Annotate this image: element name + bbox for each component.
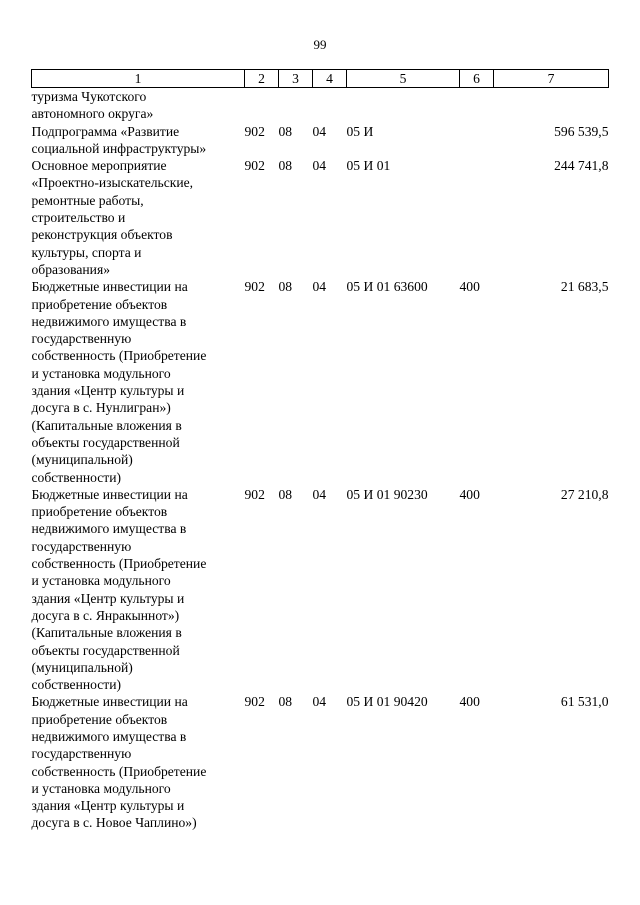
row-name (32, 486, 245, 694)
subsection-code: 04 (312, 694, 327, 710)
amount: 21 683,5 (560, 279, 609, 295)
row-name-line: досуга в с. Нунлигран») (31, 400, 171, 416)
expense-type-code (460, 157, 494, 278)
table-row (32, 693, 609, 831)
row-name-line: строительство и (31, 210, 126, 226)
row-name-line: приобретение объектов (31, 296, 168, 312)
column-header-4: 4 (313, 70, 347, 88)
subsection-code: 04 (312, 486, 327, 502)
section-code: 08 (278, 123, 293, 139)
table-row (32, 278, 609, 486)
row-name (32, 88, 245, 123)
row-name-line: приобретение объектов (31, 504, 168, 520)
page-number: 99 (313, 37, 327, 52)
row-name-line: собственность (Приобретение (31, 763, 207, 779)
row-name-line: образования» (31, 261, 111, 277)
ministry-code: 902 (244, 486, 265, 502)
amount: 27 210,8 (560, 486, 609, 502)
row-name-line: и установка модульного (31, 780, 171, 796)
column-header-7: 7 (494, 70, 609, 88)
column-header-2: 2 (245, 70, 279, 88)
ministry-code: 902 (244, 694, 265, 710)
row-name-line: собственность (Приобретение (31, 348, 207, 364)
subsection-code (313, 88, 347, 123)
row-name-line: Бюджетные инвестиции на (31, 694, 188, 710)
amount: 596 539,5 (554, 123, 609, 139)
row-name-line: собственности) (31, 677, 122, 693)
row-name-line: автономного округа» (31, 106, 154, 122)
expense-type-code (460, 123, 494, 158)
column-header-5: 5 (347, 70, 460, 88)
target-article-code: 05 И 01 90420 (346, 694, 428, 710)
row-name-line: собственность (Приобретение (31, 556, 207, 572)
row-name-line: (муниципальной) (31, 659, 133, 675)
row-name-line: государственную (31, 331, 132, 347)
row-name-line: культуры, спорта и (31, 244, 142, 260)
expense-type-code (460, 88, 494, 123)
expense-type-code: 400 (459, 694, 480, 710)
row-name-line: объекты государственной (31, 434, 180, 450)
target-article-code: 05 И 01 (346, 158, 391, 174)
row-name-line: социальной инфраструктуры» (31, 140, 207, 156)
target-article-code (347, 88, 460, 123)
table-row (32, 157, 609, 278)
table-body (32, 88, 609, 832)
ministry-code: 902 (244, 158, 265, 174)
column-header-3: 3 (279, 70, 313, 88)
table-row (32, 486, 609, 694)
section-code (279, 88, 313, 123)
ministry-code: 902 (244, 123, 265, 139)
row-name-line: (муниципальной) (31, 452, 133, 468)
row-name (32, 693, 245, 831)
row-name-line: недвижимого имущества в (31, 313, 187, 329)
amount: 61 531,0 (560, 694, 609, 710)
budget-table (31, 69, 609, 832)
section-code: 08 (278, 694, 293, 710)
row-name-line: собственности) (31, 469, 122, 485)
row-name-line: и установка модульного (31, 365, 171, 381)
column-header-1: 1 (32, 70, 245, 88)
row-name-line: досуга в с. Новое Чаплино») (31, 815, 197, 831)
table-row (32, 123, 609, 158)
row-name-line: Бюджетные инвестиции на (31, 486, 188, 502)
expense-type-code: 400 (459, 486, 480, 502)
row-name-line: (Капитальные вложения в (31, 625, 182, 641)
row-name-line: Бюджетные инвестиции на (31, 279, 188, 295)
row-name-line: государственную (31, 746, 132, 762)
row-name-line: недвижимого имущества в (31, 521, 187, 537)
row-name-line: туризма Чукотского (31, 89, 147, 104)
row-name-line: недвижимого имущества в (31, 728, 187, 744)
table-row (32, 88, 609, 123)
row-name-line: объекты государственной (31, 642, 180, 658)
subsection-code: 04 (312, 123, 327, 139)
ministry-code: 902 (244, 279, 265, 295)
row-name (32, 278, 245, 486)
row-name (32, 157, 245, 278)
subsection-code: 04 (312, 158, 327, 174)
header-row (32, 70, 609, 88)
row-name-line: государственную (31, 538, 132, 554)
row-name-line: (Капитальные вложения в (31, 417, 182, 433)
section-code: 08 (278, 158, 293, 174)
row-name-line: здания «Центр культуры и (31, 590, 185, 606)
amount (494, 88, 609, 123)
row-name-line: Основное мероприятие (31, 158, 167, 174)
row-name-line: реконструкция объектов (31, 227, 173, 243)
row-name-line: и установка модульного (31, 573, 171, 589)
row-name-line: здания «Центр культуры и (31, 798, 185, 814)
target-article-code: 05 И (346, 123, 374, 139)
section-code: 08 (278, 486, 293, 502)
row-name-line: досуга в с. Янракыннот») (31, 607, 180, 623)
row-name (32, 123, 245, 158)
row-name-line: «Проектно-изыскательские, (31, 175, 194, 191)
expense-type-code: 400 (459, 279, 480, 295)
column-header-6: 6 (460, 70, 494, 88)
subsection-code: 04 (312, 279, 327, 295)
amount: 244 741,8 (554, 158, 609, 174)
row-name-line: здания «Центр культуры и (31, 383, 185, 399)
ministry-code (245, 88, 279, 123)
section-code: 08 (278, 279, 293, 295)
row-name-line: приобретение объектов (31, 711, 168, 727)
target-article-code: 05 И 01 90230 (346, 486, 428, 502)
row-name-line: ремонтные работы, (31, 192, 144, 208)
target-article-code: 05 И 01 63600 (346, 279, 428, 295)
row-name-line: Подпрограмма «Развитие (31, 123, 180, 139)
